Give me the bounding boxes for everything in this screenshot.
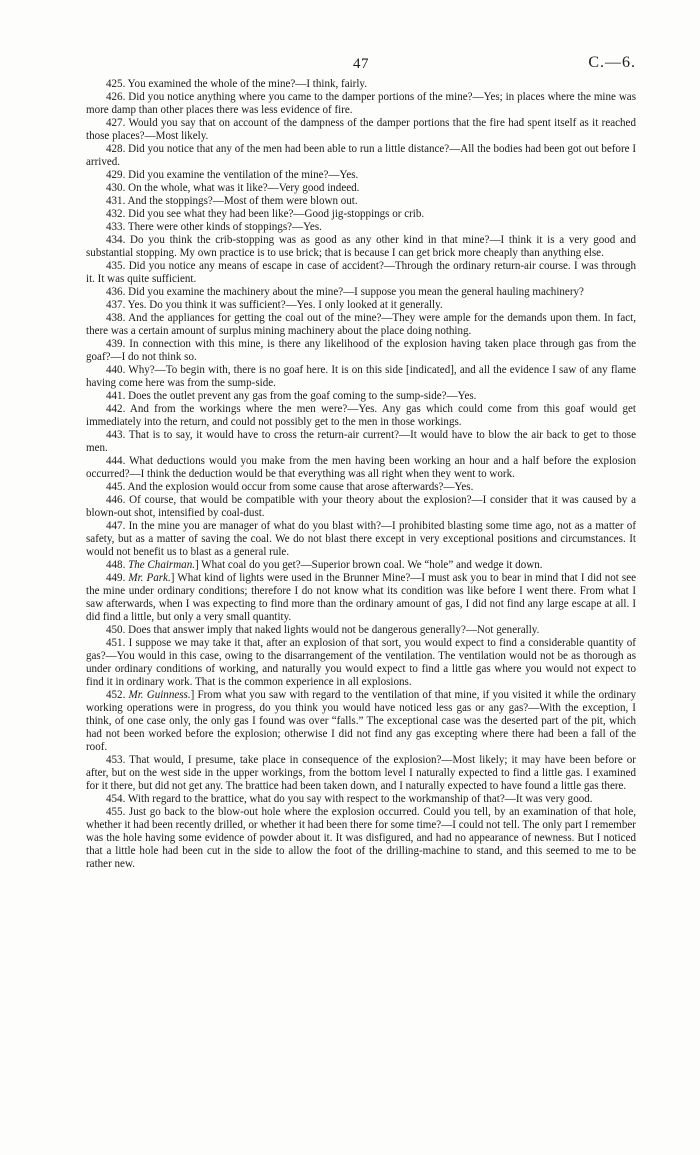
question-paragraph: 425. You examined the whole of the mine?—I think, fairly. xyxy=(106,78,367,90)
question-paragraph: 451. I suppose we may take it that, after an explosion of that sort, you would expect to find a considerable quantity of gas?—You would in this case, owing to the disarrangement of the ventilation. The ventilation would not be as thorough as under ordinary conditions of working, and naturally you would expect to find a little gas where you would not expect to find it in ordinary work. That is the common experience in all explosions. xyxy=(86,637,636,688)
question-paragraph: 431. And the stoppings?—Most of them were blown out. xyxy=(106,195,358,207)
question-paragraph: 441. Does the outlet prevent any gas from the goaf coming to the sump-side?—Yes. xyxy=(106,390,477,402)
page-header xyxy=(86,0,636,78)
question-paragraph: 432. Did you see what they had been like?—Good jig-stoppings or crib. xyxy=(106,208,425,220)
speaker-name: Mr. Guinness. xyxy=(128,689,191,701)
question-paragraph: 442. And from the workings where the men were?—Yes. Any gas which could come from this goaf would get immediately into the return, and could not possibly get to the men in those workings. xyxy=(86,403,636,428)
question-number: 449. xyxy=(106,572,129,584)
question-paragraph: 455. Just go back to the blow-out hole where the explosion occurred. Could you tell, by an examination of that hole, whether it had been recently drilled, or whether it had been there for some time?—I could not tell. The only part I remember was the hole having some evidence of powder about it. It was disfigured, and had no appearance of newness. But I noticed that a little hole had been cut in the side to allow the foot of the drilling-machine to stand, and this seemed to me to be rather new. xyxy=(86,806,636,870)
question-paragraph xyxy=(86,689,636,754)
question-paragraph: 436. Did you examine the machinery about the mine?—I suppose you mean the general hauling machinery? xyxy=(106,286,584,298)
question-paragraph: 435. Did you notice any means of escape in case of accident?—Through the ordinary return-air course. I was through it. It was quite sufficient. xyxy=(86,260,636,285)
question-paragraph: 440. Why?—To begin with, there is no goaf here. It is on this side [indicated], and all the evidence I saw of any flame having come here was from the sump-side. xyxy=(86,364,636,389)
question-paragraph: 437. Yes. Do you think it was sufficient?—Yes. I only looked at it generally. xyxy=(106,299,443,311)
question-paragraph: 438. And the appliances for getting the coal out of the mine?—They were ample for the demands upon them. In fact, there was a certain amount of surplus mining machinery about the place doing nothing. xyxy=(86,312,636,337)
question-paragraph: 454. With regard to the brattice, what do you say with respect to the workmanship of that?—It was very good. xyxy=(106,793,593,805)
question-paragraph xyxy=(86,559,636,572)
question-paragraph: 434. Do you think the crib-stopping was as good as any other kind in that mine?—I think it is a very good and substantial stopping. My own practice is to use brick; that is because I can get brick more cheaply than anything else. xyxy=(86,234,636,259)
question-paragraph: 429. Did you examine the ventilation of the mine?—Yes. xyxy=(106,169,359,181)
document-code: C.—6. xyxy=(588,54,636,71)
question-number: 452. xyxy=(106,689,129,701)
question-paragraph: 453. That would, I presume, take place in consequence of the explosion?—Most likely; it may have been before or after, but on the west side in the upper workings, from the bottom level I naturally expected to find a little gas. I examined for it there, but did not get any. The brattice had been taken down, and I naturally expected to have found a little gas there. xyxy=(86,754,636,792)
question-paragraph: 446. Of course, that would be compatible with your theory about the explosion?—I consider that it was caused by a blown-out shot, intensified by coal-dust. xyxy=(86,494,636,519)
question-paragraph: 447. In the mine you are manager of what do you blast with?—I prohibited blasting some time ago, not as a matter of safety, but as a matter of saving the coal. We do not blast there except in very exceptional positions and circumstances. It would not benefit us to blast as a general rule. xyxy=(86,520,636,558)
question-paragraph: 445. And the explosion would occur from some cause that arose afterwards?—Yes. xyxy=(106,481,474,493)
page-number: 47 xyxy=(353,56,369,72)
paragraph-text: ] From what you saw with regard to the ventilation of that mine, if you visited it while the ordinary working operations were in progress, do you think you would have noticed less gas or any gas?—With the exception, I think, of one case only, the only gas I found was over “falls.” The exceptional case was the deserted part of the pit, which had not been worked before the explosion; otherwise I did not find any gas excepting where there had been a fall of the roof. xyxy=(86,689,637,753)
question-paragraph: 430. On the whole, what was it like?—Very good indeed. xyxy=(106,182,360,194)
question-paragraph: 426. Did you notice anything where you came to the damper portions of the mine?—Yes; in places where the mine was more damp than other places there was less evidence of fire. xyxy=(86,91,636,116)
paragraph-text: ] What kind of lights were used in the Brunner Mine?—I must ask you to bear in mind that I did not see the mine under ordinary conditions; therefore I do not know what its condition was like before I went there. From what I saw afterwards, when I was expecting to find more than the ordinary amount of gas, I did not find any large escape at all. I did find a little, but only a very small quantity. xyxy=(86,572,637,623)
question-paragraph: 428. Did you notice that any of the men had been able to run a little distance?—All the bodies had been got out before I arrived. xyxy=(86,143,636,168)
question-paragraph: 439. In connection with this mine, is there any likelihood of the explosion having taken place through gas from the goaf?—I do not think so. xyxy=(86,338,636,363)
testimony-body xyxy=(86,78,636,871)
question-paragraph xyxy=(86,572,636,624)
question-paragraph: 443. That is to say, it would have to cross the return-air current?—It would have to blow the air back to get to those men. xyxy=(86,429,636,454)
question-paragraph: 450. Does that answer imply that naked lights would not be dangerous generally?—Not generally. xyxy=(106,624,540,636)
question-number: 448. xyxy=(106,559,129,571)
speaker-name: The Chairman. xyxy=(128,559,195,571)
speaker-name: Mr. Park. xyxy=(128,572,171,584)
question-paragraph: 433. There were other kinds of stoppings?—Yes. xyxy=(106,221,322,233)
question-paragraph: 427. Would you say that on account of the dampness of the damper portions that the fire had spent itself as it reached those places?—Most likely. xyxy=(86,117,636,142)
question-paragraph: 444. What deductions would you make from the men having been working an hour and a half before the explosion occurred?—I think the deduction would be that everything was all right when they went to work. xyxy=(86,455,636,480)
paragraph-text: ] What coal do you get?—Superior brown coal. We “hole” and wedge it down. xyxy=(195,559,543,571)
